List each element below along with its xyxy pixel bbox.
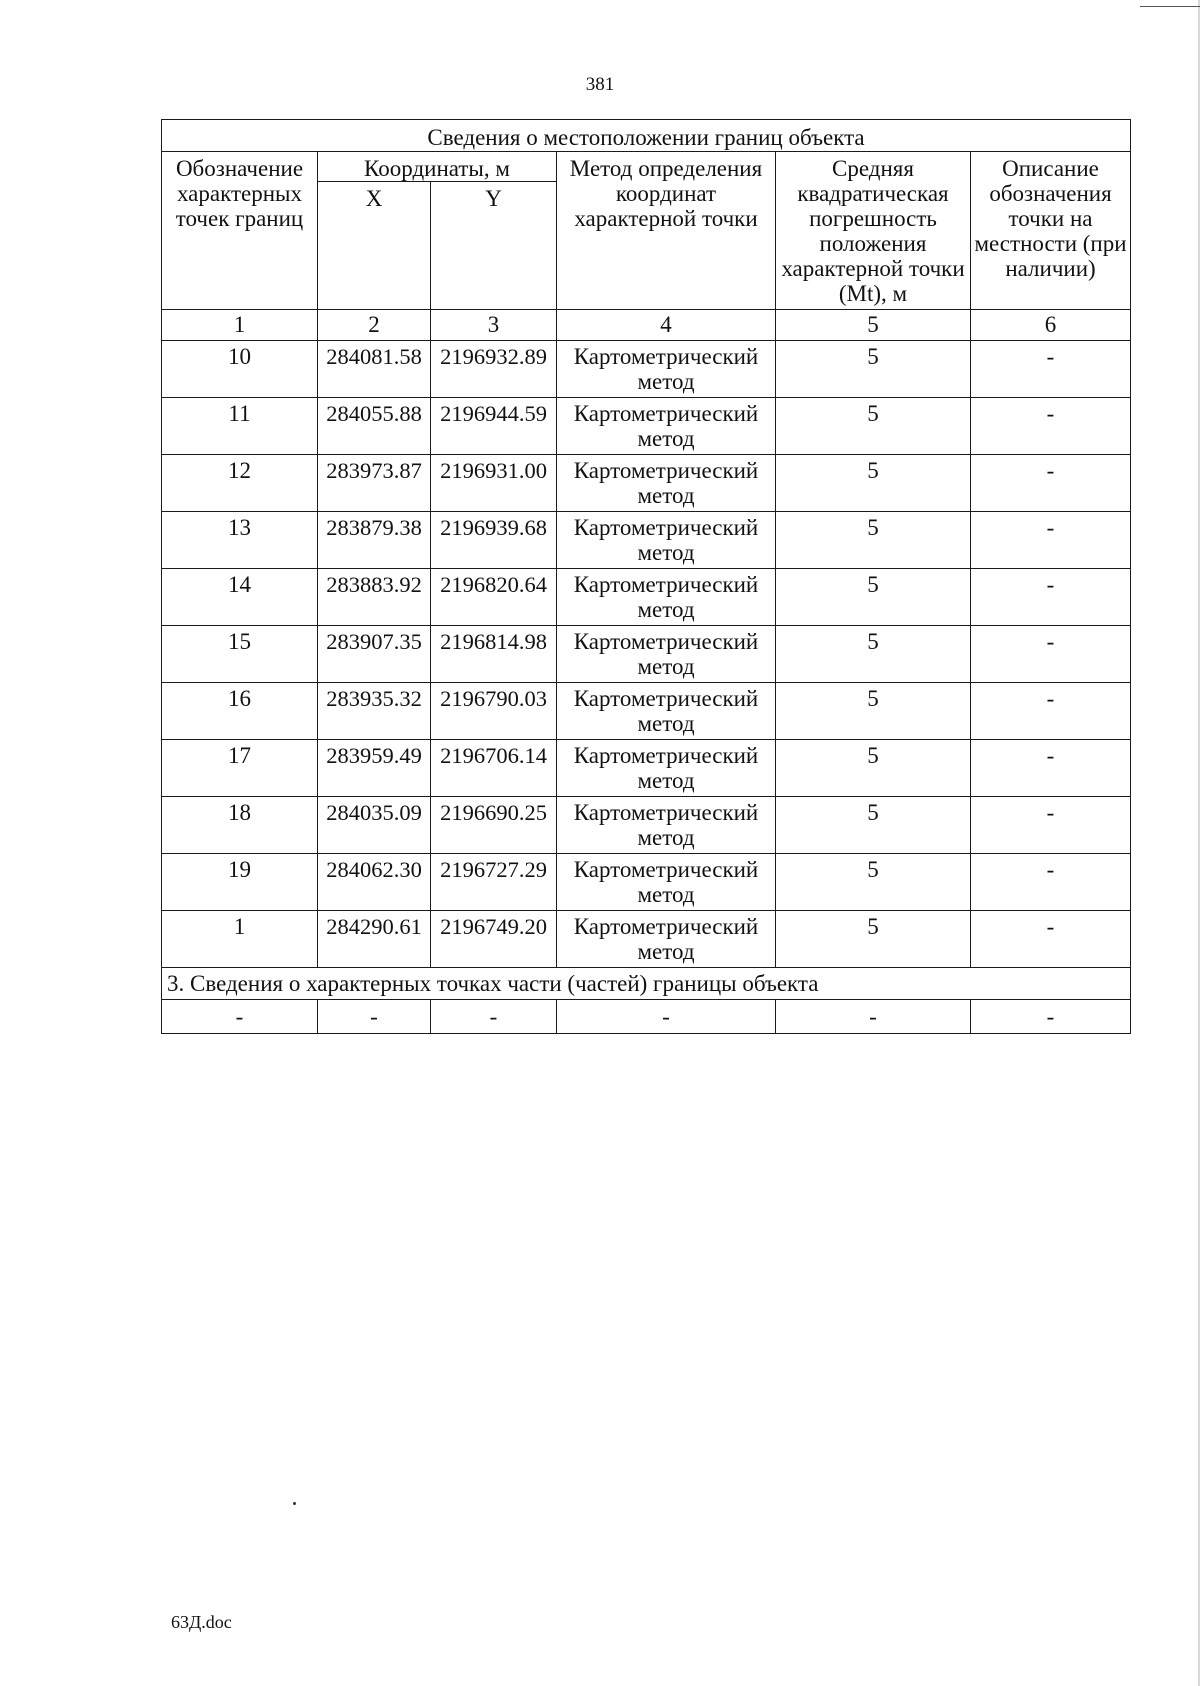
header-designation: Обозначение характерных точек границ (162, 152, 318, 310)
determination-method: Картометрический метод (557, 626, 776, 683)
coordinate-x: 284035.09 (318, 797, 431, 854)
header-coordinates: Координаты, м (318, 152, 557, 182)
mean-square-error: 5 (776, 341, 971, 398)
determination-method: Картометрический метод (557, 398, 776, 455)
table-title: Сведения о местоположении границ объекта (162, 120, 1131, 152)
determination-method: Картометрический метод (557, 569, 776, 626)
column-number: 2 (318, 310, 431, 341)
coordinate-x: 284290.61 (318, 911, 431, 968)
empty-cell: - (557, 1000, 776, 1034)
mean-square-error: 5 (776, 854, 971, 911)
determination-method: Картометрический метод (557, 455, 776, 512)
coordinate-y: 2196727.29 (431, 854, 557, 911)
point-designation: 11 (162, 398, 318, 455)
coordinate-y: 2196820.64 (431, 569, 557, 626)
coordinate-x: 283907.35 (318, 626, 431, 683)
mean-square-error: 5 (776, 626, 971, 683)
boundary-coordinates-table (161, 119, 1131, 1034)
scan-speck (293, 1502, 296, 1505)
table-row (162, 797, 1131, 854)
scan-edge-mark (1140, 6, 1200, 7)
coordinate-y: 2196939.68 (431, 512, 557, 569)
coordinate-x: 284062.30 (318, 854, 431, 911)
point-description: - (971, 455, 1131, 512)
mean-square-error: 5 (776, 797, 971, 854)
point-description: - (971, 512, 1131, 569)
determination-method: Картометрический метод (557, 740, 776, 797)
mean-square-error: 5 (776, 455, 971, 512)
header-description: Описание обозначения точки на местности (при наличии) (971, 152, 1131, 310)
coordinate-y: 2196690.25 (431, 797, 557, 854)
determination-method: Картометрический метод (557, 512, 776, 569)
mean-square-error: 5 (776, 398, 971, 455)
header-method: Метод определения координат характерной точки (557, 152, 776, 310)
table-row (162, 683, 1131, 740)
table-row (162, 455, 1131, 512)
determination-method: Картометрический метод (557, 911, 776, 968)
coordinate-x: 283879.38 (318, 512, 431, 569)
determination-method: Картометрический метод (557, 683, 776, 740)
point-description: - (971, 569, 1131, 626)
coordinate-y: 2196944.59 (431, 398, 557, 455)
header-error: Средняя квадратическая погрешность положения характерной точки (Mt), м (776, 152, 971, 310)
point-description: - (971, 740, 1131, 797)
mean-square-error: 5 (776, 911, 971, 968)
empty-cell: - (971, 1000, 1131, 1034)
coordinate-y: 2196931.00 (431, 455, 557, 512)
point-description: - (971, 797, 1131, 854)
coordinate-y: 2196706.14 (431, 740, 557, 797)
point-designation: 10 (162, 341, 318, 398)
point-description: - (971, 911, 1131, 968)
determination-method: Картометрический метод (557, 341, 776, 398)
page-number: 381 (585, 74, 615, 95)
mean-square-error: 5 (776, 569, 971, 626)
table-row (162, 740, 1131, 797)
coordinate-x: 283935.32 (318, 683, 431, 740)
table-title-row (162, 120, 1131, 152)
coordinate-x: 283883.92 (318, 569, 431, 626)
column-number: 3 (431, 310, 557, 341)
header-y: Y (431, 182, 557, 310)
coordinate-y: 2196790.03 (431, 683, 557, 740)
point-designation: 13 (162, 512, 318, 569)
mean-square-error: 5 (776, 512, 971, 569)
coordinate-x: 284055.88 (318, 398, 431, 455)
coordinate-x: 283973.87 (318, 455, 431, 512)
table-row (162, 854, 1131, 911)
point-description: - (971, 854, 1131, 911)
table-row (162, 626, 1131, 683)
column-number: 5 (776, 310, 971, 341)
point-description: - (971, 341, 1131, 398)
section-3-title-row (162, 968, 1131, 1000)
column-number: 4 (557, 310, 776, 341)
table-row (162, 569, 1131, 626)
table-row (162, 341, 1131, 398)
mean-square-error: 5 (776, 683, 971, 740)
point-designation: 1 (162, 911, 318, 968)
point-designation: 16 (162, 683, 318, 740)
coordinate-y: 2196932.89 (431, 341, 557, 398)
point-designation: 17 (162, 740, 318, 797)
column-number: 1 (162, 310, 318, 341)
coordinate-x: 284081.58 (318, 341, 431, 398)
empty-cell: - (431, 1000, 557, 1034)
coordinate-x: 283959.49 (318, 740, 431, 797)
point-designation: 15 (162, 626, 318, 683)
column-number: 6 (971, 310, 1131, 341)
column-numbers-row (162, 310, 1131, 341)
table-row (162, 911, 1131, 968)
table-row (162, 398, 1131, 455)
empty-cell: - (162, 1000, 318, 1034)
table-header-row (162, 152, 1131, 182)
footer-filename: 63Д.doc (171, 1612, 232, 1632)
point-description: - (971, 398, 1131, 455)
point-description: - (971, 626, 1131, 683)
coordinate-y: 2196814.98 (431, 626, 557, 683)
section-3-row (162, 1000, 1131, 1034)
empty-cell: - (776, 1000, 971, 1034)
table-row (162, 512, 1131, 569)
section-3-title: 3. Сведения о характерных точках части (частей) границы объекта (162, 968, 1131, 1000)
empty-cell: - (318, 1000, 431, 1034)
determination-method: Картометрический метод (557, 854, 776, 911)
determination-method: Картометрический метод (557, 797, 776, 854)
header-x: X (318, 182, 431, 310)
coordinate-y: 2196749.20 (431, 911, 557, 968)
mean-square-error: 5 (776, 740, 971, 797)
point-description: - (971, 683, 1131, 740)
point-designation: 18 (162, 797, 318, 854)
point-designation: 14 (162, 569, 318, 626)
point-designation: 19 (162, 854, 318, 911)
point-designation: 12 (162, 455, 318, 512)
